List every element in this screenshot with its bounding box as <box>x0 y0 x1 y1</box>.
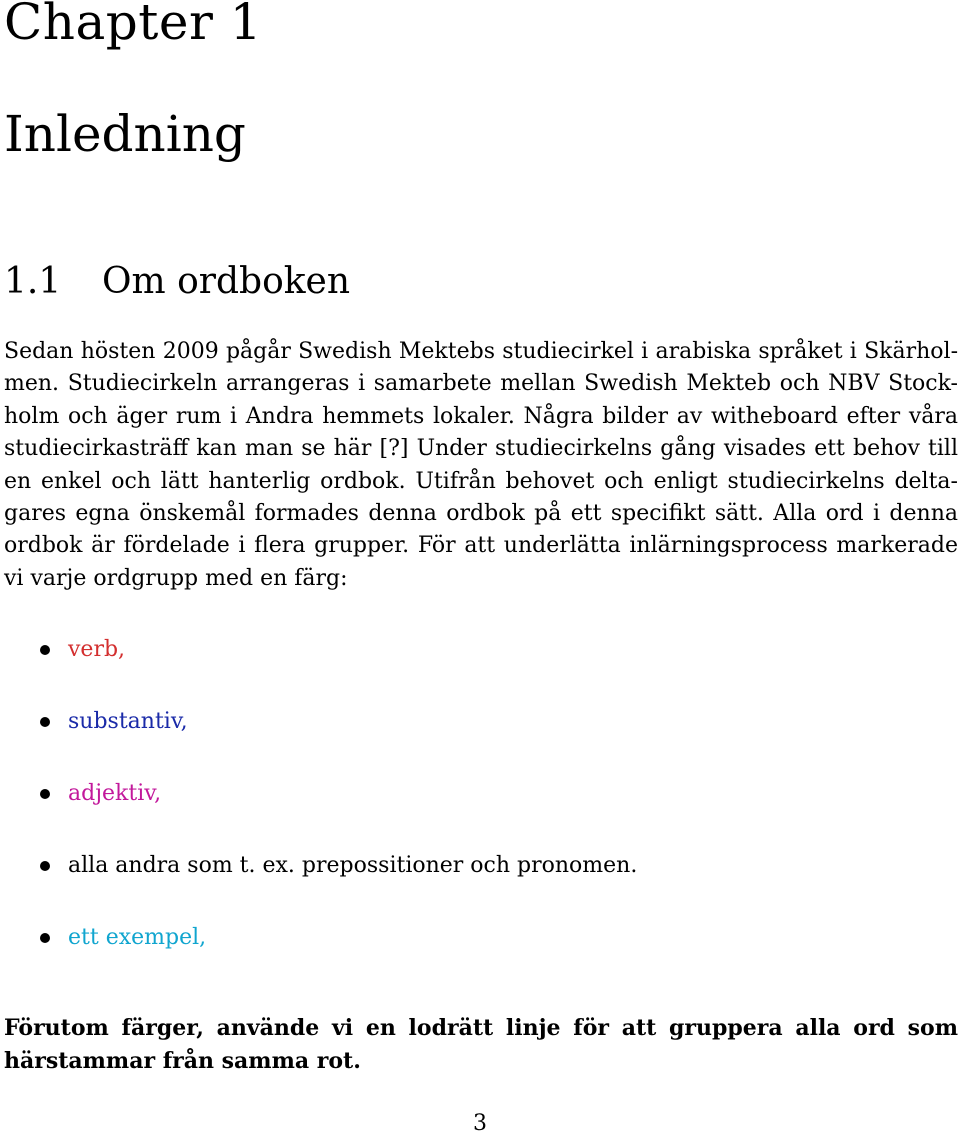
bullet-icon <box>40 861 50 871</box>
section-heading <box>4 260 350 304</box>
paragraph-line: vi varje ordgrupp med en färg: <box>4 565 348 591</box>
word-group-label: ett exempel, <box>68 925 207 950</box>
bullet-icon <box>40 933 50 943</box>
word-group-label: substantiv, <box>68 709 188 734</box>
bullet-icon <box>40 717 50 727</box>
paragraph-line: Sedan hösten 2009 pågår Swedish Mektebs studiecirkel i arabiska språket i Skärhol- <box>4 339 958 364</box>
paragraph-line: holm och äger rum i Andra hemmets lokaler. Några bilder av witheboard efter våra <box>4 403 958 429</box>
list-item-adjektiv <box>4 776 904 848</box>
paragraph-line: en enkel och lätt hanterlig ordbok. Utifrån behovet och enligt studiecirkelns delta- <box>4 468 958 494</box>
paragraph-line: studiecirkasträff kan man se här [?] Under studiecirkelns gång visades ett behov till <box>4 436 958 462</box>
chapter-title: Inledning <box>4 105 246 163</box>
paragraph-line: ordbok är fördelade i flera grupper. För att underlätta inlärningsprocess markerade <box>4 533 958 559</box>
note-line: härstammar från samma rot. <box>4 1047 361 1074</box>
bold-note <box>4 1012 958 1077</box>
word-group-label: adjektiv, <box>68 781 162 806</box>
list-item-verb <box>4 632 904 704</box>
chapter-label: Chapter 1 <box>4 0 263 51</box>
paragraph-line: gares egna önskemål formades denna ordbok på ett specifikt sätt. Alla ord i denna <box>4 501 958 527</box>
list-item-substantiv <box>4 704 904 776</box>
note-line: Förutom färger, använde vi en lodrätt linje för att gruppera alla ord som <box>4 1015 958 1041</box>
section-number: 1.1 <box>4 261 62 302</box>
section-title: Om ordboken <box>102 261 351 302</box>
page-number: 3 <box>473 1111 487 1136</box>
paragraph-line: men. Studiecirkeln arrangeras i samarbete mellan Swedish Mekteb och NBV Stock- <box>4 371 958 397</box>
bullet-icon <box>40 645 50 655</box>
list-item-other <box>4 848 904 920</box>
list-item-exempel <box>4 920 904 992</box>
word-group-label: verb, <box>68 637 126 662</box>
word-group-list <box>4 632 904 992</box>
intro-paragraph <box>4 336 958 595</box>
bullet-icon <box>40 789 50 799</box>
word-group-label: alla andra som t. ex. prepossitioner och pronomen. <box>68 853 638 878</box>
